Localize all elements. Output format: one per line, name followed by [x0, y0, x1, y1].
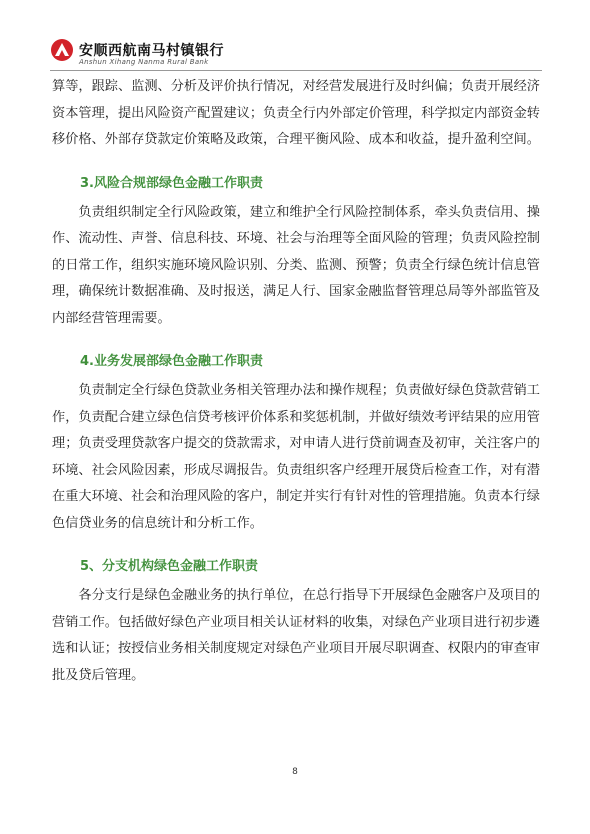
page-header [50, 38, 550, 70]
document-body [52, 74, 540, 689]
section-branches [52, 557, 540, 689]
page-number: 8 [292, 767, 298, 777]
bank-logo-icon [50, 38, 74, 62]
header-divider [50, 70, 542, 71]
section-title: 3.风险合规部绿色金融工作职责 [80, 175, 263, 191]
section-title: 5、分支机构绿色金融工作职责 [80, 559, 259, 574]
continued-paragraph: 算等，跟踪、监测、分析及评价执行情况，对经营发展进行及时纠偏；负责开展经济资本管理，提出风险资产配置建议；负责全行内外部定价管理，科学拟定内部资金转移价格、外部存贷款定价策略及政策，合理平衡风险、成本和收益，提升盈利空间。 [52, 79, 540, 147]
section-body: 负责制定全行绿色贷款业务相关管理办法和操作规程；负责做好绿色贷款营销工作，负责配合建立绿色信贷考核评价体系和奖惩机制，并做好绩效考评结果的应用管理；负责受理贷款客户提交的贷款需求，对申请人进行贷前调查及初审，关注客户的环境、社会风险因素，形成尽调报告。负责组织客户经理开展贷后检查工作，对有潜在重大环境、社会和治理风险的客户，制定并实行有针对性的管理措施。负责本行绿色信贷业务的信息统计和分析工作。 [52, 383, 540, 531]
bank-name-english: Anshun Xihang Nanma Rural Bank [79, 58, 209, 66]
bank-name-chinese: 安顺西航南马村镇银行 [79, 43, 224, 59]
section-business-development [52, 352, 540, 537]
section-title: 4.业务发展部绿色金融工作职责 [80, 354, 263, 369]
section-risk-compliance [52, 174, 540, 333]
section-body: 各分支行是绿色金融业务的执行单位，在总行指导下开展绿色金融客户及项目的营销工作。包括做好绿色产业项目相关认证材料的收集，对绿色产业项目进行初步遴选和认证；按授信业务相关制度规定对绿色产业项目开展尽职调查、权限内的审查审批及贷后管理。 [52, 588, 540, 683]
section-body: 负责组织制定全行风险政策，建立和维护全行风险控制体系，牵头负责信用、操作、流动性、声誉、信息科技、环境、社会与治理等全面风险的管理；负责风险控制的日常工作，组织实施环境风险识别、分类、监测、预警；负责全行绿色统计信息管理，确保统计数据准确、及时报送，满足人行、国家金融监督管理总局等外部监管及内部经营管理需要。 [52, 204, 540, 326]
